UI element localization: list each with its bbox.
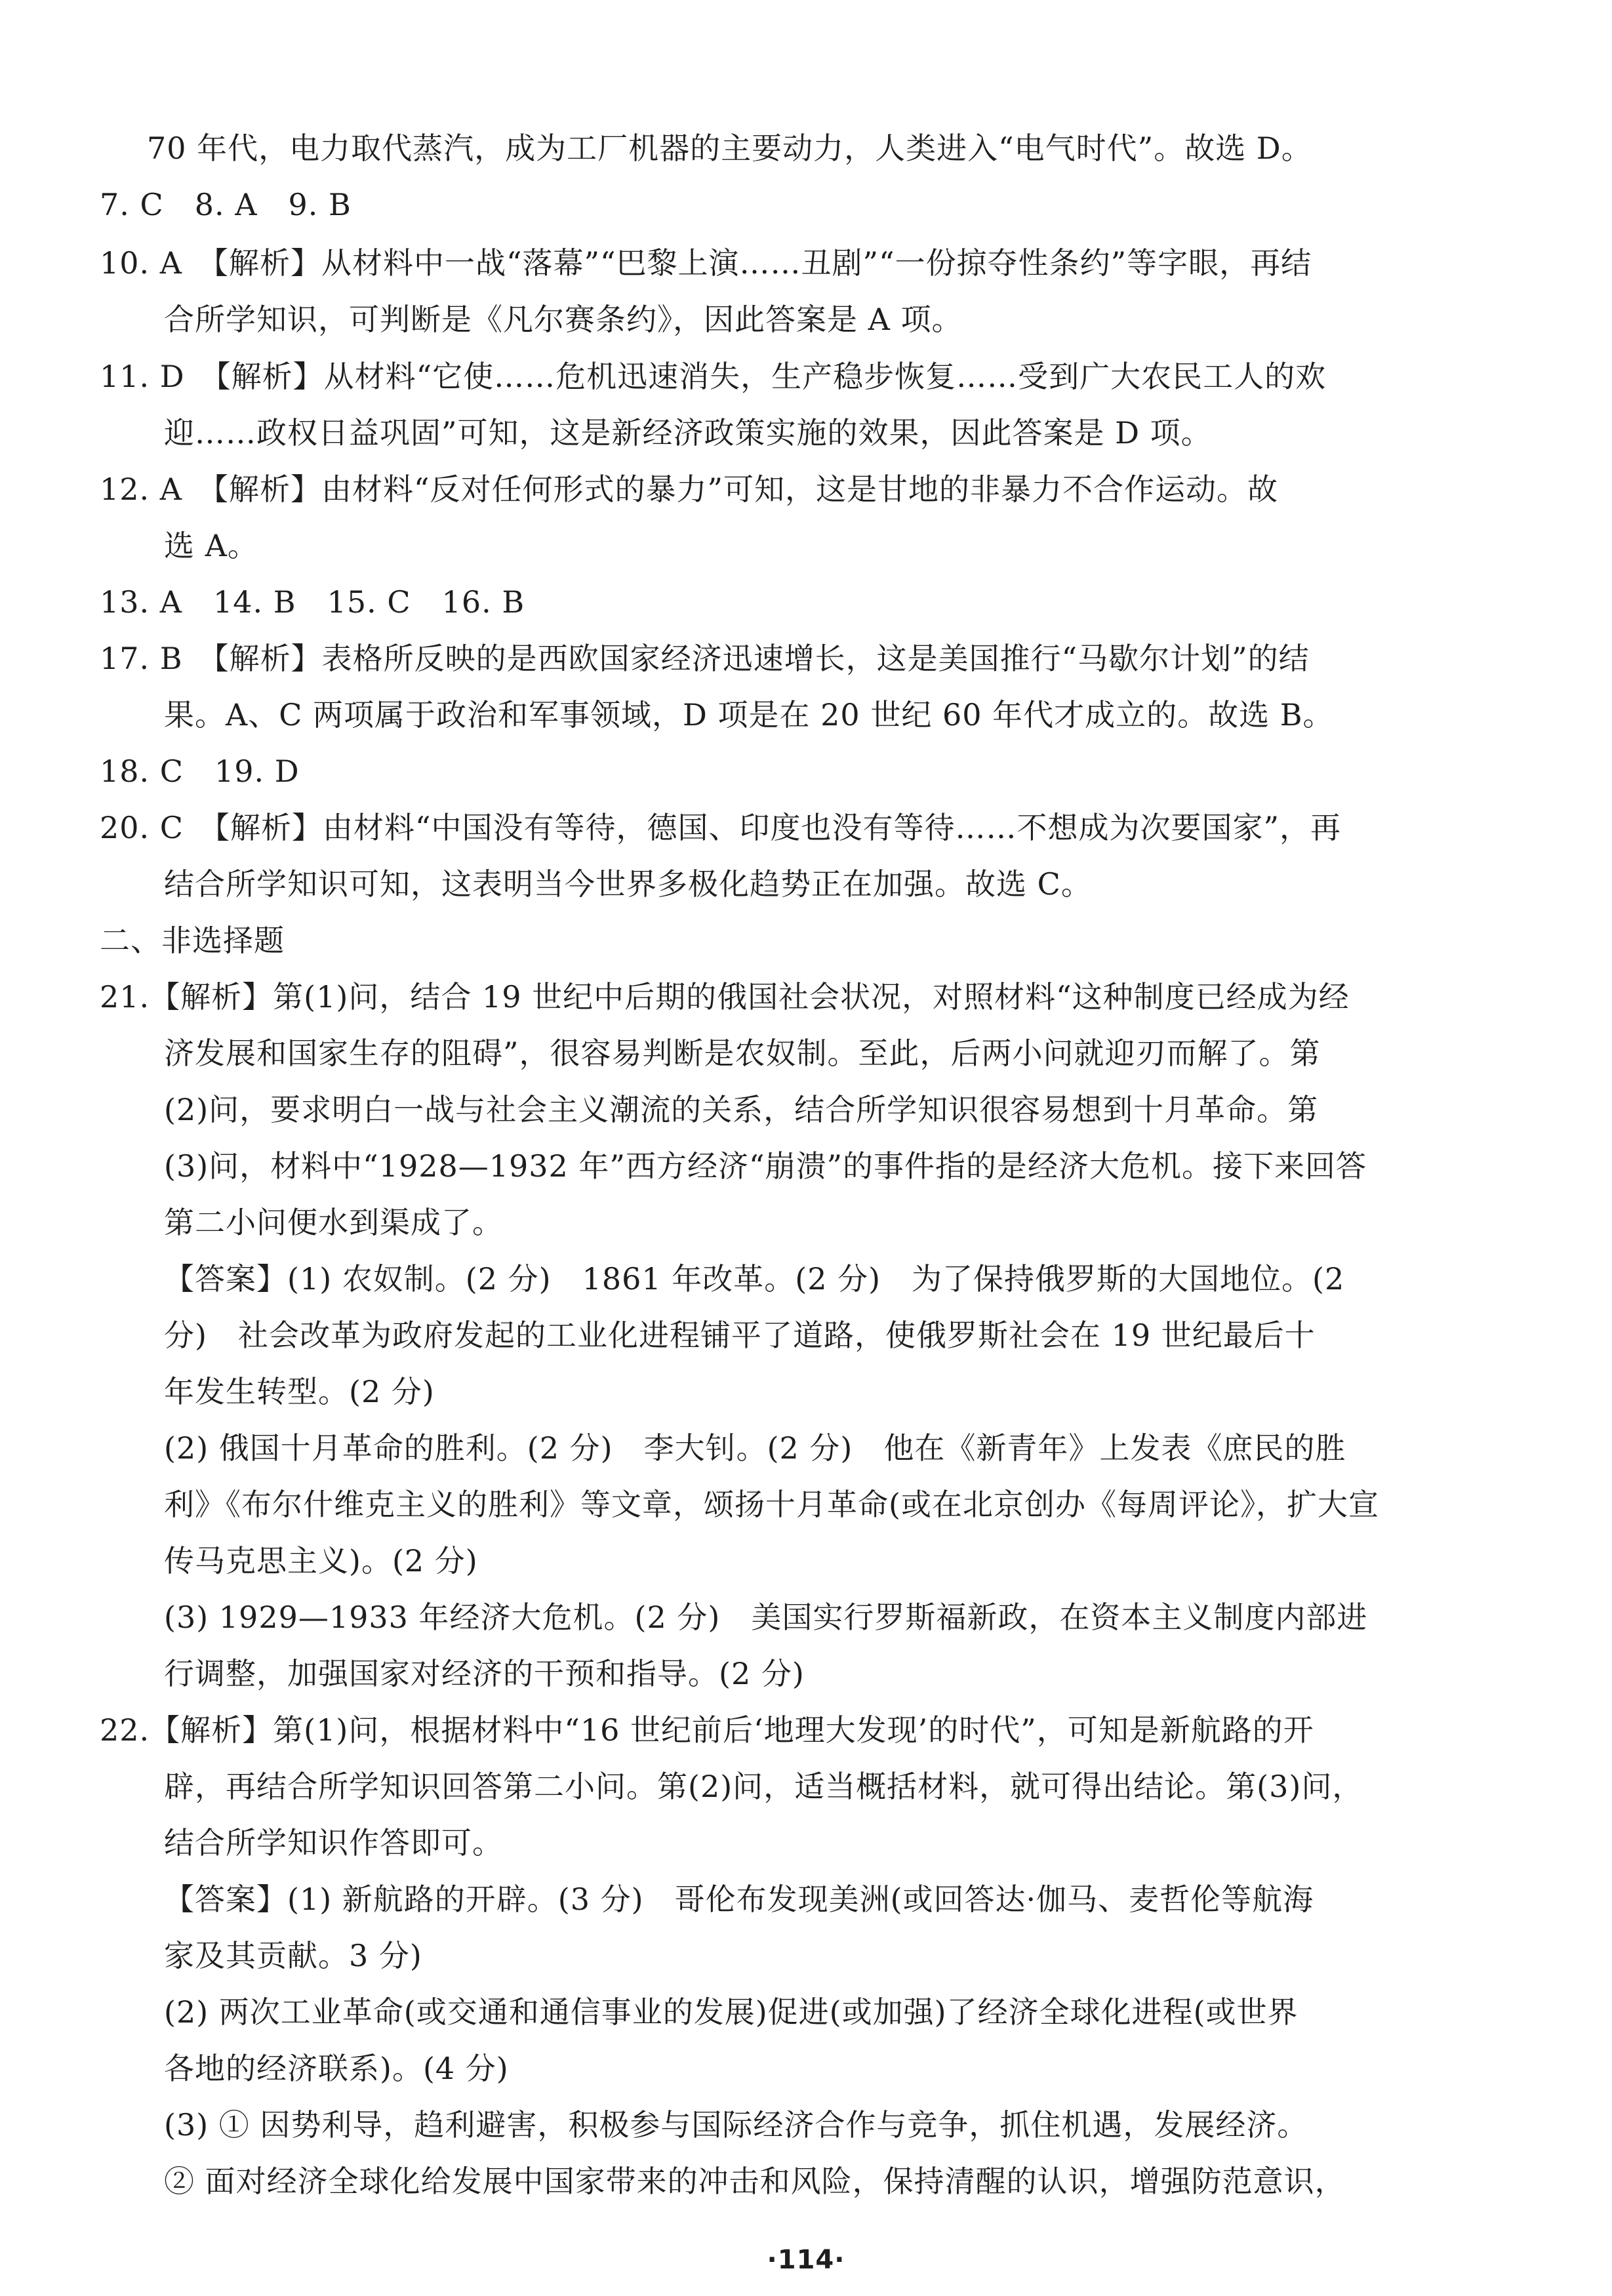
page-number: ·114·	[767, 2245, 845, 2275]
section-heading: 二、非选择题	[100, 923, 285, 958]
text-line: 各地的经济联系)。(4 分)	[164, 2051, 509, 2086]
text-line: 济发展和国家生存的阻碍”，很容易判断是农奴制。至此，后两小问就迎刃而解了。第	[164, 1036, 1321, 1071]
text-line: 利》《布尔什维克主义的胜利》等文章，颂扬十月革命(或在北京创办《每周评论》，扩大宣	[164, 1487, 1379, 1522]
text-line: 果。A、C 两项属于政治和军事领域，D 项是在 20 世纪 60 年代才成立的。故选 B。	[164, 697, 1334, 733]
text-line: 第二小问便水到渠成了。	[164, 1205, 503, 1240]
text-line: (2) 两次工业革命(或交通和通信事业的发展)促进(或加强)了经济全球化进程(或世界	[164, 1994, 1299, 2030]
text-line: (3) 1929—1933 年经济大危机。(2 分) 美国实行罗斯福新政，在资本主义制度内部进	[164, 1600, 1368, 1635]
text-line: 13. A 14. B 15. C 16. B	[100, 584, 525, 620]
text-line: 21.【解析】第(1)问，结合 19 世纪中后期的俄国社会状况，对照材料“这种制度已经成为经	[100, 979, 1350, 1015]
text-line: (3)问，材料中“1928—1932 年”西方经济“崩溃”的事件指的是经济大危机。接下来回答	[164, 1148, 1367, 1184]
text-line: 10. A 【解析】从材料中一战“落幕”“巴黎上演……丑剧”“一份掠夺性条约”等字眼，再结	[100, 245, 1312, 281]
text-line: 18. C 19. D	[100, 754, 300, 789]
text-line: 17. B 【解析】表格所反映的是西欧国家经济迅速增长，这是美国推行“马歇尔计划”的结	[100, 641, 1310, 676]
text-line: 行调整，加强国家对经济的干预和指导。(2 分)	[164, 1656, 805, 1691]
text-line: 家及其贡献。3 分)	[164, 1938, 422, 1973]
text-line: 辟，再结合所学知识回答第二小问。第(2)问，适当概括材料，就可得出结论。第(3)问，	[164, 1769, 1363, 1804]
text-line: 7. C 8. A 9. B	[100, 187, 352, 222]
text-line: 12. A 【解析】由材料“反对任何形式的暴力”可知，这是甘地的非暴力不合作运动。故	[100, 472, 1279, 507]
text-line: (3) ① 因势利导，趋利避害，积极参与国际经济合作与竞争，抓住机遇，发展经济。	[164, 2107, 1308, 2143]
text-line: 结合所学知识可知，这表明当今世界多极化趋势正在加强。故选 C。	[164, 866, 1092, 902]
text-line: 年发生转型。(2 分)	[164, 1374, 435, 1409]
text-line: 传马克思主义)。(2 分)	[164, 1543, 478, 1579]
text-line: ② 面对经济全球化给发展中国家带来的冲击和风险，保持清醒的认识，增强防范意识，	[164, 2164, 1346, 2199]
text-line: 迎……政权日益巩固”可知，这是新经济政策实施的效果，因此答案是 D 项。	[164, 415, 1212, 451]
text-line: 分) 社会改革为政府发起的工业化进程铺平了道路，使俄罗斯社会在 19 世纪最后十	[164, 1318, 1316, 1353]
text-line: 【答案】(1) 农奴制。(2 分) 1861 年改革。(2 分) 为了保持俄罗斯的大国地位。(2	[164, 1261, 1345, 1297]
text-line: 20. C 【解析】由材料“中国没有等待，德国、印度也没有等待……不想成为次要国家”，再	[100, 810, 1342, 845]
text-line: 22.【解析】第(1)问，根据材料中“16 世纪前后‘地理大发现’的时代”，可知是新航路的开	[100, 1712, 1314, 1748]
text-line: (2)问，要求明白一战与社会主义潮流的关系，结合所学知识很容易想到十月革命。第	[164, 1092, 1319, 1127]
text-line: 合所学知识，可判断是《凡尔赛条约》，因此答案是 A 项。	[164, 302, 963, 337]
text-line: 【答案】(1) 新航路的开辟。(3 分) 哥伦布发现美洲(或回答达·伽马、麦哲伦等航海	[164, 1882, 1314, 1917]
text-line: 结合所学知识作答即可。	[164, 1825, 503, 1861]
text-line: (2) 俄国十月革命的胜利。(2 分) 李大钊。(2 分) 他在《新青年》上发表《庶民的胜	[164, 1430, 1346, 1466]
text-line: 70 年代，电力取代蒸汽，成为工厂机器的主要动力，人类进入“电气时代”。故选 D。	[147, 131, 1312, 166]
text-line: 选 A。	[164, 528, 258, 563]
text-line: 11. D 【解析】从材料“它使……危机迅速消失，生产稳步恢复……受到广大农民工人的欢	[100, 359, 1327, 394]
